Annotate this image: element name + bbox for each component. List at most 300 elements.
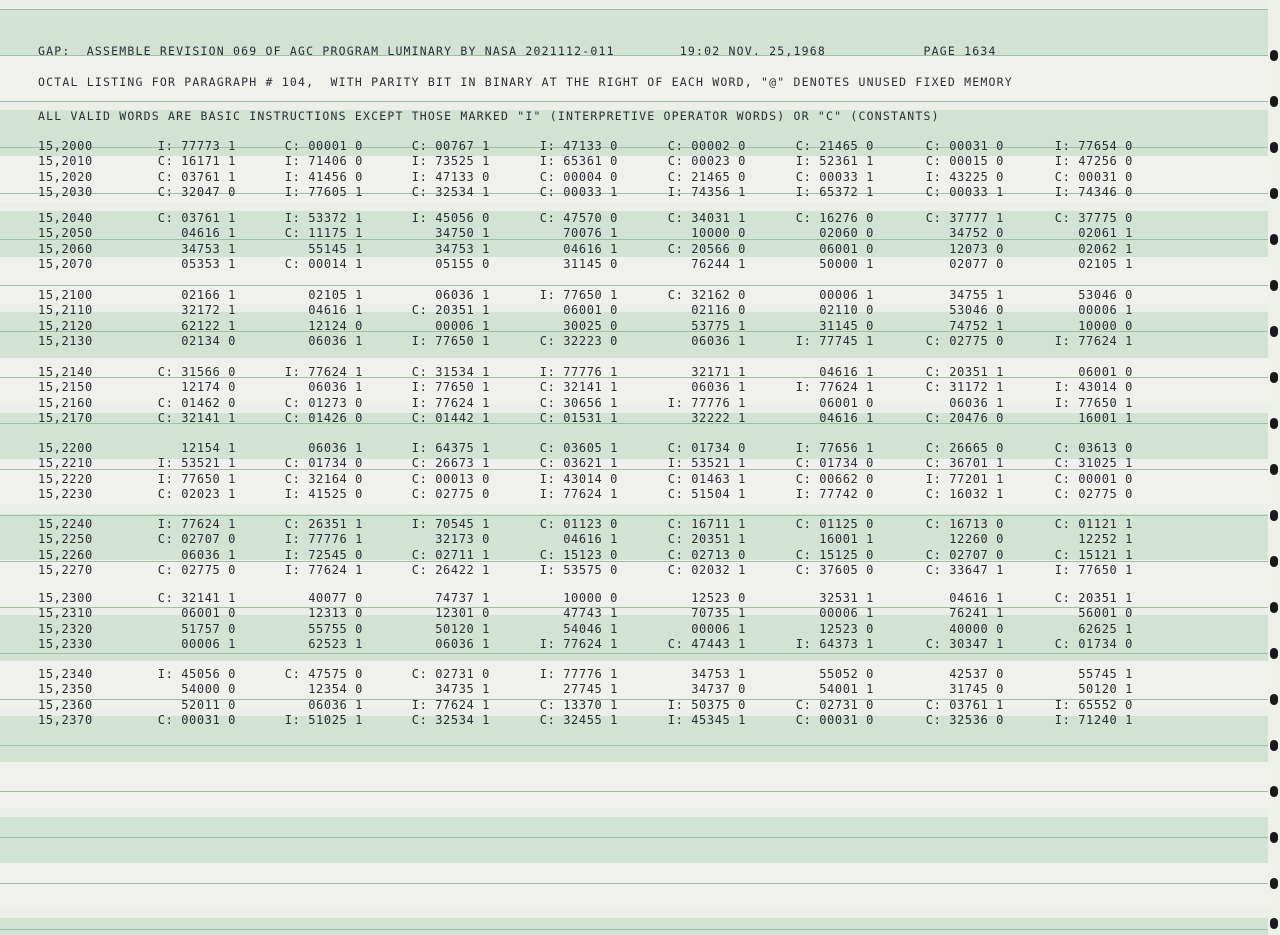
octal-word: C: 31534 1 bbox=[411, 365, 490, 379]
octal-word: I: 53521 1 bbox=[157, 456, 236, 471]
feed-hole bbox=[1270, 142, 1278, 153]
octal-word: 02060 0 bbox=[819, 226, 874, 241]
octal-word: 02105 1 bbox=[1078, 256, 1133, 271]
octal-word: 76244 1 bbox=[691, 256, 746, 271]
octal-word: C: 31025 1 bbox=[1054, 456, 1133, 471]
octal-word: C: 21465 0 bbox=[667, 169, 746, 184]
octal-word: I: 45056 0 bbox=[411, 211, 490, 225]
row-address: 15,2030 bbox=[38, 184, 93, 199]
octal-word: 06001 0 bbox=[1078, 365, 1133, 379]
octal-word: C: 16276 0 bbox=[795, 211, 874, 225]
row-address: 15,2160 bbox=[38, 395, 93, 410]
feed-hole bbox=[1270, 418, 1278, 429]
octal-word: 04616 1 bbox=[949, 591, 1004, 605]
octal-word: 42537 0 bbox=[949, 667, 1004, 681]
octal-word: 34753 1 bbox=[181, 241, 236, 256]
row-address: 15,2340 bbox=[38, 667, 93, 681]
octal-word: I: 77773 1 bbox=[157, 139, 236, 153]
octal-word: C: 02023 1 bbox=[157, 486, 236, 501]
form-rule bbox=[0, 883, 1268, 884]
form-rule bbox=[0, 101, 1268, 102]
form-rule bbox=[0, 653, 1268, 654]
octal-word: 47743 1 bbox=[563, 606, 618, 621]
octal-word: 62625 1 bbox=[1078, 621, 1133, 636]
octal-word: C: 01734 0 bbox=[1054, 636, 1133, 651]
octal-word: I: 47133 0 bbox=[411, 169, 490, 184]
octal-word: 54000 0 bbox=[181, 682, 236, 697]
header-line-legend: ALL VALID WORDS ARE BASIC INSTRUCTIONS EXCEPT THOSE MARKED "I" (INTERPRETIVE OPERATOR WORDS) OR "C" (CONSTANTS) bbox=[38, 109, 940, 123]
octal-word: 40000 0 bbox=[949, 621, 1004, 636]
octal-word: I: 77624 1 bbox=[539, 486, 618, 501]
row-address: 15,2060 bbox=[38, 241, 93, 256]
octal-word: 74737 1 bbox=[435, 591, 490, 605]
octal-word: C: 32223 0 bbox=[539, 333, 618, 348]
octal-word: 05353 1 bbox=[181, 256, 236, 271]
octal-word: C: 15123 0 bbox=[539, 547, 618, 562]
octal-word: C: 01121 1 bbox=[1054, 517, 1133, 531]
octal-word: I: 77776 1 bbox=[539, 667, 618, 681]
octal-word: I: 70545 1 bbox=[411, 517, 490, 531]
octal-word: 00006 1 bbox=[435, 318, 490, 333]
octal-word: C: 13370 1 bbox=[539, 697, 618, 712]
octal-word: C: 34031 1 bbox=[667, 211, 746, 225]
form-rule bbox=[0, 929, 1268, 930]
octal-word: 02110 0 bbox=[819, 303, 874, 318]
octal-word: 62523 1 bbox=[308, 636, 363, 651]
octal-word: C: 20351 1 bbox=[925, 365, 1004, 379]
octal-word: 06036 1 bbox=[308, 441, 363, 455]
form-rule bbox=[0, 837, 1268, 838]
octal-word: I: 65372 1 bbox=[795, 184, 874, 199]
octal-word: 04616 1 bbox=[563, 241, 618, 256]
octal-word: 02166 1 bbox=[181, 288, 236, 302]
octal-word: 02116 0 bbox=[691, 303, 746, 318]
octal-word: C: 30347 1 bbox=[925, 636, 1004, 651]
octal-word: 06036 1 bbox=[308, 697, 363, 712]
row-address: 15,2120 bbox=[38, 318, 93, 333]
octal-word: C: 47575 0 bbox=[284, 667, 363, 681]
octal-word: I: 77650 1 bbox=[411, 333, 490, 348]
feed-hole bbox=[1270, 326, 1278, 337]
row-address: 15,2140 bbox=[38, 365, 93, 379]
octal-word: I: 52361 1 bbox=[795, 154, 874, 169]
octal-word: 74752 1 bbox=[949, 318, 1004, 333]
row-address: 15,2000 bbox=[38, 139, 93, 153]
octal-word: I: 64375 1 bbox=[411, 441, 490, 455]
octal-word: I: 47256 0 bbox=[1054, 154, 1133, 169]
octal-word: 34753 1 bbox=[691, 667, 746, 681]
feed-hole bbox=[1270, 510, 1278, 521]
octal-word: C: 31566 0 bbox=[157, 365, 236, 379]
octal-word: C: 16171 1 bbox=[157, 154, 236, 169]
octal-word: I: 65361 0 bbox=[539, 154, 618, 169]
octal-word: C: 00031 0 bbox=[157, 712, 236, 727]
octal-word: I: 77624 1 bbox=[411, 697, 490, 712]
octal-word: C: 01123 0 bbox=[539, 517, 618, 531]
feed-hole bbox=[1270, 918, 1278, 929]
octal-word: 06001 0 bbox=[181, 606, 236, 621]
octal-word: 32172 1 bbox=[181, 303, 236, 318]
octal-word: C: 32534 1 bbox=[411, 184, 490, 199]
octal-word: C: 02775 0 bbox=[1054, 486, 1133, 501]
octal-word: C: 01442 1 bbox=[411, 410, 490, 425]
octal-word: C: 00031 0 bbox=[925, 139, 1004, 153]
feed-hole bbox=[1270, 96, 1278, 107]
octal-word: I: 43014 0 bbox=[1054, 380, 1133, 395]
octal-word: 00006 1 bbox=[819, 606, 874, 621]
octal-word: C: 47443 1 bbox=[667, 636, 746, 651]
octal-word: C: 00033 1 bbox=[795, 169, 874, 184]
octal-word: 04616 1 bbox=[819, 410, 874, 425]
octal-word: C: 32164 0 bbox=[284, 471, 363, 486]
octal-word: 27745 1 bbox=[563, 682, 618, 697]
octal-word: C: 03621 1 bbox=[539, 456, 618, 471]
octal-word: 04616 1 bbox=[181, 226, 236, 241]
octal-word: I: 77650 1 bbox=[1054, 395, 1133, 410]
octal-word: C: 26673 1 bbox=[411, 456, 490, 471]
row-address: 15,2050 bbox=[38, 226, 93, 241]
octal-word: 32222 1 bbox=[691, 410, 746, 425]
octal-word: 31145 0 bbox=[563, 256, 618, 271]
octal-word: 02077 0 bbox=[949, 256, 1004, 271]
octal-word: I: 71406 0 bbox=[284, 154, 363, 169]
octal-word: C: 47570 0 bbox=[539, 211, 618, 225]
octal-word: I: 77624 1 bbox=[411, 395, 490, 410]
octal-word: I: 77201 1 bbox=[925, 471, 1004, 486]
octal-word: I: 77776 1 bbox=[284, 532, 363, 547]
octal-word: C: 20351 1 bbox=[1054, 591, 1133, 605]
row-address: 15,2230 bbox=[38, 486, 93, 501]
octal-word: 00006 1 bbox=[819, 288, 874, 302]
feed-hole bbox=[1270, 556, 1278, 567]
octal-word: C: 02775 0 bbox=[925, 333, 1004, 348]
octal-word: 06036 1 bbox=[691, 380, 746, 395]
octal-word: C: 32141 1 bbox=[539, 380, 618, 395]
octal-word: C: 02707 0 bbox=[157, 532, 236, 547]
octal-word: C: 01273 0 bbox=[284, 395, 363, 410]
row-address: 15,2300 bbox=[38, 591, 93, 605]
octal-word: C: 03613 0 bbox=[1054, 441, 1133, 455]
octal-word: 05155 0 bbox=[435, 256, 490, 271]
octal-word: I: 51025 1 bbox=[284, 712, 363, 727]
octal-word: 10000 0 bbox=[1078, 318, 1133, 333]
octal-word: C: 20566 0 bbox=[667, 241, 746, 256]
octal-word: I: 77605 1 bbox=[284, 184, 363, 199]
octal-word: 34755 1 bbox=[949, 288, 1004, 302]
octal-word: C: 20476 0 bbox=[925, 410, 1004, 425]
octal-word: C: 02707 0 bbox=[925, 547, 1004, 562]
octal-word: 12301 0 bbox=[435, 606, 490, 621]
octal-word: 53046 0 bbox=[949, 303, 1004, 318]
octal-word: I: 64373 1 bbox=[795, 636, 874, 651]
octal-word: 00006 1 bbox=[1078, 303, 1133, 318]
octal-word: 06036 1 bbox=[691, 333, 746, 348]
octal-word: C: 01462 0 bbox=[157, 395, 236, 410]
octal-word: 55755 0 bbox=[308, 621, 363, 636]
feed-hole bbox=[1270, 878, 1278, 889]
row-address: 15,2320 bbox=[38, 621, 93, 636]
octal-word: I: 77650 1 bbox=[539, 288, 618, 302]
octal-word: C: 01463 1 bbox=[667, 471, 746, 486]
octal-word: 02061 1 bbox=[1078, 226, 1133, 241]
octal-word: 16001 1 bbox=[819, 532, 874, 547]
octal-word: C: 03761 1 bbox=[157, 211, 236, 225]
octal-word: I: 47133 0 bbox=[539, 139, 618, 153]
feed-hole bbox=[1270, 188, 1278, 199]
octal-word: C: 00015 0 bbox=[925, 154, 1004, 169]
octal-word: C: 31172 1 bbox=[925, 380, 1004, 395]
octal-word: 51757 0 bbox=[181, 621, 236, 636]
row-address: 15,2250 bbox=[38, 532, 93, 547]
form-rule bbox=[0, 745, 1268, 746]
row-address: 15,2270 bbox=[38, 562, 93, 577]
octal-word: 12260 0 bbox=[949, 532, 1004, 547]
row-address: 15,2150 bbox=[38, 380, 93, 395]
feed-hole bbox=[1270, 740, 1278, 751]
octal-word: I: 77624 1 bbox=[284, 562, 363, 577]
feed-hole bbox=[1270, 832, 1278, 843]
octal-word: 06036 1 bbox=[308, 380, 363, 395]
octal-word: I: 77624 1 bbox=[539, 636, 618, 651]
octal-word: C: 11175 1 bbox=[284, 226, 363, 241]
row-address: 15,2240 bbox=[38, 517, 93, 531]
octal-word: I: 53521 1 bbox=[667, 456, 746, 471]
octal-word: I: 77650 1 bbox=[1054, 562, 1133, 577]
octal-word: 12154 1 bbox=[181, 441, 236, 455]
octal-word: C: 02711 1 bbox=[411, 547, 490, 562]
octal-word: C: 15125 0 bbox=[795, 547, 874, 562]
octal-word: I: 77654 0 bbox=[1054, 139, 1133, 153]
octal-word: 34735 1 bbox=[435, 682, 490, 697]
octal-word: C: 16032 1 bbox=[925, 486, 1004, 501]
octal-word: 12252 1 bbox=[1078, 532, 1133, 547]
octal-word: C: 30656 1 bbox=[539, 395, 618, 410]
row-address: 15,2220 bbox=[38, 471, 93, 486]
octal-word: C: 37605 0 bbox=[795, 562, 874, 577]
octal-word: C: 00013 0 bbox=[411, 471, 490, 486]
octal-word: C: 32047 0 bbox=[157, 184, 236, 199]
octal-word: C: 26665 0 bbox=[925, 441, 1004, 455]
form-rule bbox=[0, 285, 1268, 286]
octal-word: I: 77745 1 bbox=[795, 333, 874, 348]
octal-word: C: 01531 1 bbox=[539, 410, 618, 425]
octal-word: 06001 0 bbox=[563, 303, 618, 318]
octal-word: 40077 0 bbox=[308, 591, 363, 605]
octal-word: 34750 1 bbox=[435, 226, 490, 241]
form-rule bbox=[0, 515, 1268, 516]
octal-word: 32173 0 bbox=[435, 532, 490, 547]
octal-word: 06001 0 bbox=[819, 395, 874, 410]
octal-word: C: 02731 0 bbox=[795, 697, 874, 712]
row-address: 15,2010 bbox=[38, 154, 93, 169]
octal-word: I: 77624 1 bbox=[157, 517, 236, 531]
row-address: 15,2200 bbox=[38, 441, 93, 455]
octal-word: I: 77624 1 bbox=[1054, 333, 1133, 348]
octal-word: C: 01734 0 bbox=[795, 456, 874, 471]
octal-word: C: 16713 0 bbox=[925, 517, 1004, 531]
octal-word: C: 26422 1 bbox=[411, 562, 490, 577]
octal-word: C: 51504 1 bbox=[667, 486, 746, 501]
octal-word: C: 01125 0 bbox=[795, 517, 874, 531]
octal-word: 31145 0 bbox=[819, 318, 874, 333]
octal-word: I: 53372 1 bbox=[284, 211, 363, 225]
row-address: 15,2110 bbox=[38, 303, 93, 318]
octal-word: 56001 0 bbox=[1078, 606, 1133, 621]
row-address: 15,2260 bbox=[38, 547, 93, 562]
octal-word: C: 32141 1 bbox=[157, 410, 236, 425]
octal-word: 02062 1 bbox=[1078, 241, 1133, 256]
octal-word: C: 02775 0 bbox=[157, 562, 236, 577]
octal-word: I: 43225 0 bbox=[925, 169, 1004, 184]
feed-hole bbox=[1270, 786, 1278, 797]
octal-word: I: 77650 1 bbox=[157, 471, 236, 486]
octal-word: 06036 1 bbox=[435, 636, 490, 651]
row-address: 15,2210 bbox=[38, 456, 93, 471]
octal-word: C: 00033 1 bbox=[925, 184, 1004, 199]
octal-word: C: 37775 0 bbox=[1054, 211, 1133, 225]
octal-word: 02134 0 bbox=[181, 333, 236, 348]
octal-word: 12523 0 bbox=[691, 591, 746, 605]
octal-word: C: 03761 1 bbox=[925, 697, 1004, 712]
octal-word: I: 43014 0 bbox=[539, 471, 618, 486]
octal-word: I: 77742 0 bbox=[795, 486, 874, 501]
octal-word: C: 00031 0 bbox=[795, 712, 874, 727]
feed-hole bbox=[1270, 372, 1278, 383]
octal-word: C: 00014 1 bbox=[284, 256, 363, 271]
form-rule bbox=[0, 791, 1268, 792]
octal-word: 55052 0 bbox=[819, 667, 874, 681]
row-address: 15,2360 bbox=[38, 697, 93, 712]
octal-word: C: 37777 1 bbox=[925, 211, 1004, 225]
octal-word: C: 00662 0 bbox=[795, 471, 874, 486]
octal-word: 62122 1 bbox=[181, 318, 236, 333]
octal-word: I: 77776 1 bbox=[667, 395, 746, 410]
octal-word: I: 72545 0 bbox=[284, 547, 363, 562]
octal-word: 12124 0 bbox=[308, 318, 363, 333]
octal-word: I: 53575 0 bbox=[539, 562, 618, 577]
row-address: 15,2330 bbox=[38, 636, 93, 651]
octal-word: 12523 0 bbox=[819, 621, 874, 636]
octal-word: I: 77624 1 bbox=[795, 380, 874, 395]
header-line-title: GAP: ASSEMBLE REVISION 069 OF AGC PROGRAM LUMINARY BY NASA 2021112-011 19:02 NOV. 25,1968 PAGE 1634 bbox=[38, 44, 997, 58]
octal-word: I: 45345 1 bbox=[667, 712, 746, 727]
octal-word: I: 50375 0 bbox=[667, 697, 746, 712]
octal-word: I: 77656 1 bbox=[795, 441, 874, 455]
octal-word: 55145 1 bbox=[308, 241, 363, 256]
octal-word: C: 00004 0 bbox=[539, 169, 618, 184]
feed-hole bbox=[1270, 464, 1278, 475]
header-line-paragraph: OCTAL LISTING FOR PARAGRAPH # 104, WITH PARITY BIT IN BINARY AT THE RIGHT OF EACH WORD, "@" DENOTES UNUSED FIXED MEMORY bbox=[38, 75, 1013, 89]
form-rule bbox=[0, 9, 1268, 10]
feed-hole bbox=[1270, 280, 1278, 291]
octal-word: 70076 1 bbox=[563, 226, 618, 241]
octal-word: 06036 1 bbox=[181, 547, 236, 562]
octal-word: 00006 1 bbox=[691, 621, 746, 636]
octal-word: C: 00001 0 bbox=[1054, 471, 1133, 486]
octal-word: 06036 1 bbox=[435, 288, 490, 302]
octal-word: C: 00023 0 bbox=[667, 154, 746, 169]
octal-word: I: 41525 0 bbox=[284, 486, 363, 501]
octal-word: 34737 0 bbox=[691, 682, 746, 697]
feed-hole bbox=[1270, 602, 1278, 613]
octal-word: 30025 0 bbox=[563, 318, 618, 333]
octal-word: 53775 1 bbox=[691, 318, 746, 333]
octal-word: I: 71240 1 bbox=[1054, 712, 1133, 727]
octal-word: C: 01426 0 bbox=[284, 410, 363, 425]
octal-word: 12354 0 bbox=[308, 682, 363, 697]
octal-word: C: 32455 1 bbox=[539, 712, 618, 727]
octal-word: C: 00033 1 bbox=[539, 184, 618, 199]
octal-word: 31745 0 bbox=[949, 682, 1004, 697]
octal-word: C: 20351 1 bbox=[411, 303, 490, 318]
row-address: 15,2350 bbox=[38, 682, 93, 697]
octal-word: C: 32141 1 bbox=[157, 591, 236, 605]
octal-word: 00006 1 bbox=[181, 636, 236, 651]
octal-word: I: 45056 0 bbox=[157, 667, 236, 681]
row-address: 15,2370 bbox=[38, 712, 93, 727]
feed-hole bbox=[1270, 694, 1278, 705]
octal-word: 54046 1 bbox=[563, 621, 618, 636]
feed-hole bbox=[1270, 234, 1278, 245]
octal-word: C: 26351 1 bbox=[284, 517, 363, 531]
octal-word: C: 20351 1 bbox=[667, 532, 746, 547]
octal-word: 04616 1 bbox=[308, 303, 363, 318]
octal-word: C: 02713 0 bbox=[667, 547, 746, 562]
feed-hole bbox=[1270, 50, 1278, 61]
octal-word: C: 00002 0 bbox=[667, 139, 746, 153]
octal-word: C: 02775 0 bbox=[411, 486, 490, 501]
octal-word: 10000 0 bbox=[563, 591, 618, 605]
octal-word: 52011 0 bbox=[181, 697, 236, 712]
row-address: 15,2100 bbox=[38, 288, 93, 302]
octal-word: C: 01734 0 bbox=[667, 441, 746, 455]
row-address: 15,2170 bbox=[38, 410, 93, 425]
octal-word: 16001 1 bbox=[1078, 410, 1133, 425]
octal-word: 12174 0 bbox=[181, 380, 236, 395]
octal-word: 50000 1 bbox=[819, 256, 874, 271]
row-address: 15,2040 bbox=[38, 211, 93, 225]
octal-word: 32531 1 bbox=[819, 591, 874, 605]
octal-word: I: 77776 1 bbox=[539, 365, 618, 379]
octal-word: C: 01734 0 bbox=[284, 456, 363, 471]
row-address: 15,2020 bbox=[38, 169, 93, 184]
octal-word: I: 77624 1 bbox=[284, 365, 363, 379]
octal-word: 12313 0 bbox=[308, 606, 363, 621]
octal-word: 04616 1 bbox=[563, 532, 618, 547]
octal-word: I: 74356 1 bbox=[667, 184, 746, 199]
octal-word: 10000 0 bbox=[691, 226, 746, 241]
octal-word: 76241 1 bbox=[949, 606, 1004, 621]
octal-word: 34753 1 bbox=[435, 241, 490, 256]
octal-word: 32171 1 bbox=[691, 365, 746, 379]
row-address: 15,2130 bbox=[38, 333, 93, 348]
octal-word: C: 00031 0 bbox=[1054, 169, 1133, 184]
octal-word: C: 32536 0 bbox=[925, 712, 1004, 727]
octal-word: C: 00001 0 bbox=[284, 139, 363, 153]
octal-word: I: 65552 0 bbox=[1054, 697, 1133, 712]
octal-word: C: 16711 1 bbox=[667, 517, 746, 531]
octal-word: C: 32162 0 bbox=[667, 288, 746, 302]
octal-word: I: 77650 1 bbox=[411, 380, 490, 395]
octal-word: 04616 1 bbox=[819, 365, 874, 379]
octal-word: C: 32534 1 bbox=[411, 712, 490, 727]
octal-word: C: 03605 1 bbox=[539, 441, 618, 455]
octal-word: 06001 0 bbox=[819, 241, 874, 256]
octal-word: 50120 1 bbox=[435, 621, 490, 636]
octal-word: C: 02731 0 bbox=[411, 667, 490, 681]
octal-word: C: 15121 1 bbox=[1054, 547, 1133, 562]
octal-word: C: 33647 1 bbox=[925, 562, 1004, 577]
